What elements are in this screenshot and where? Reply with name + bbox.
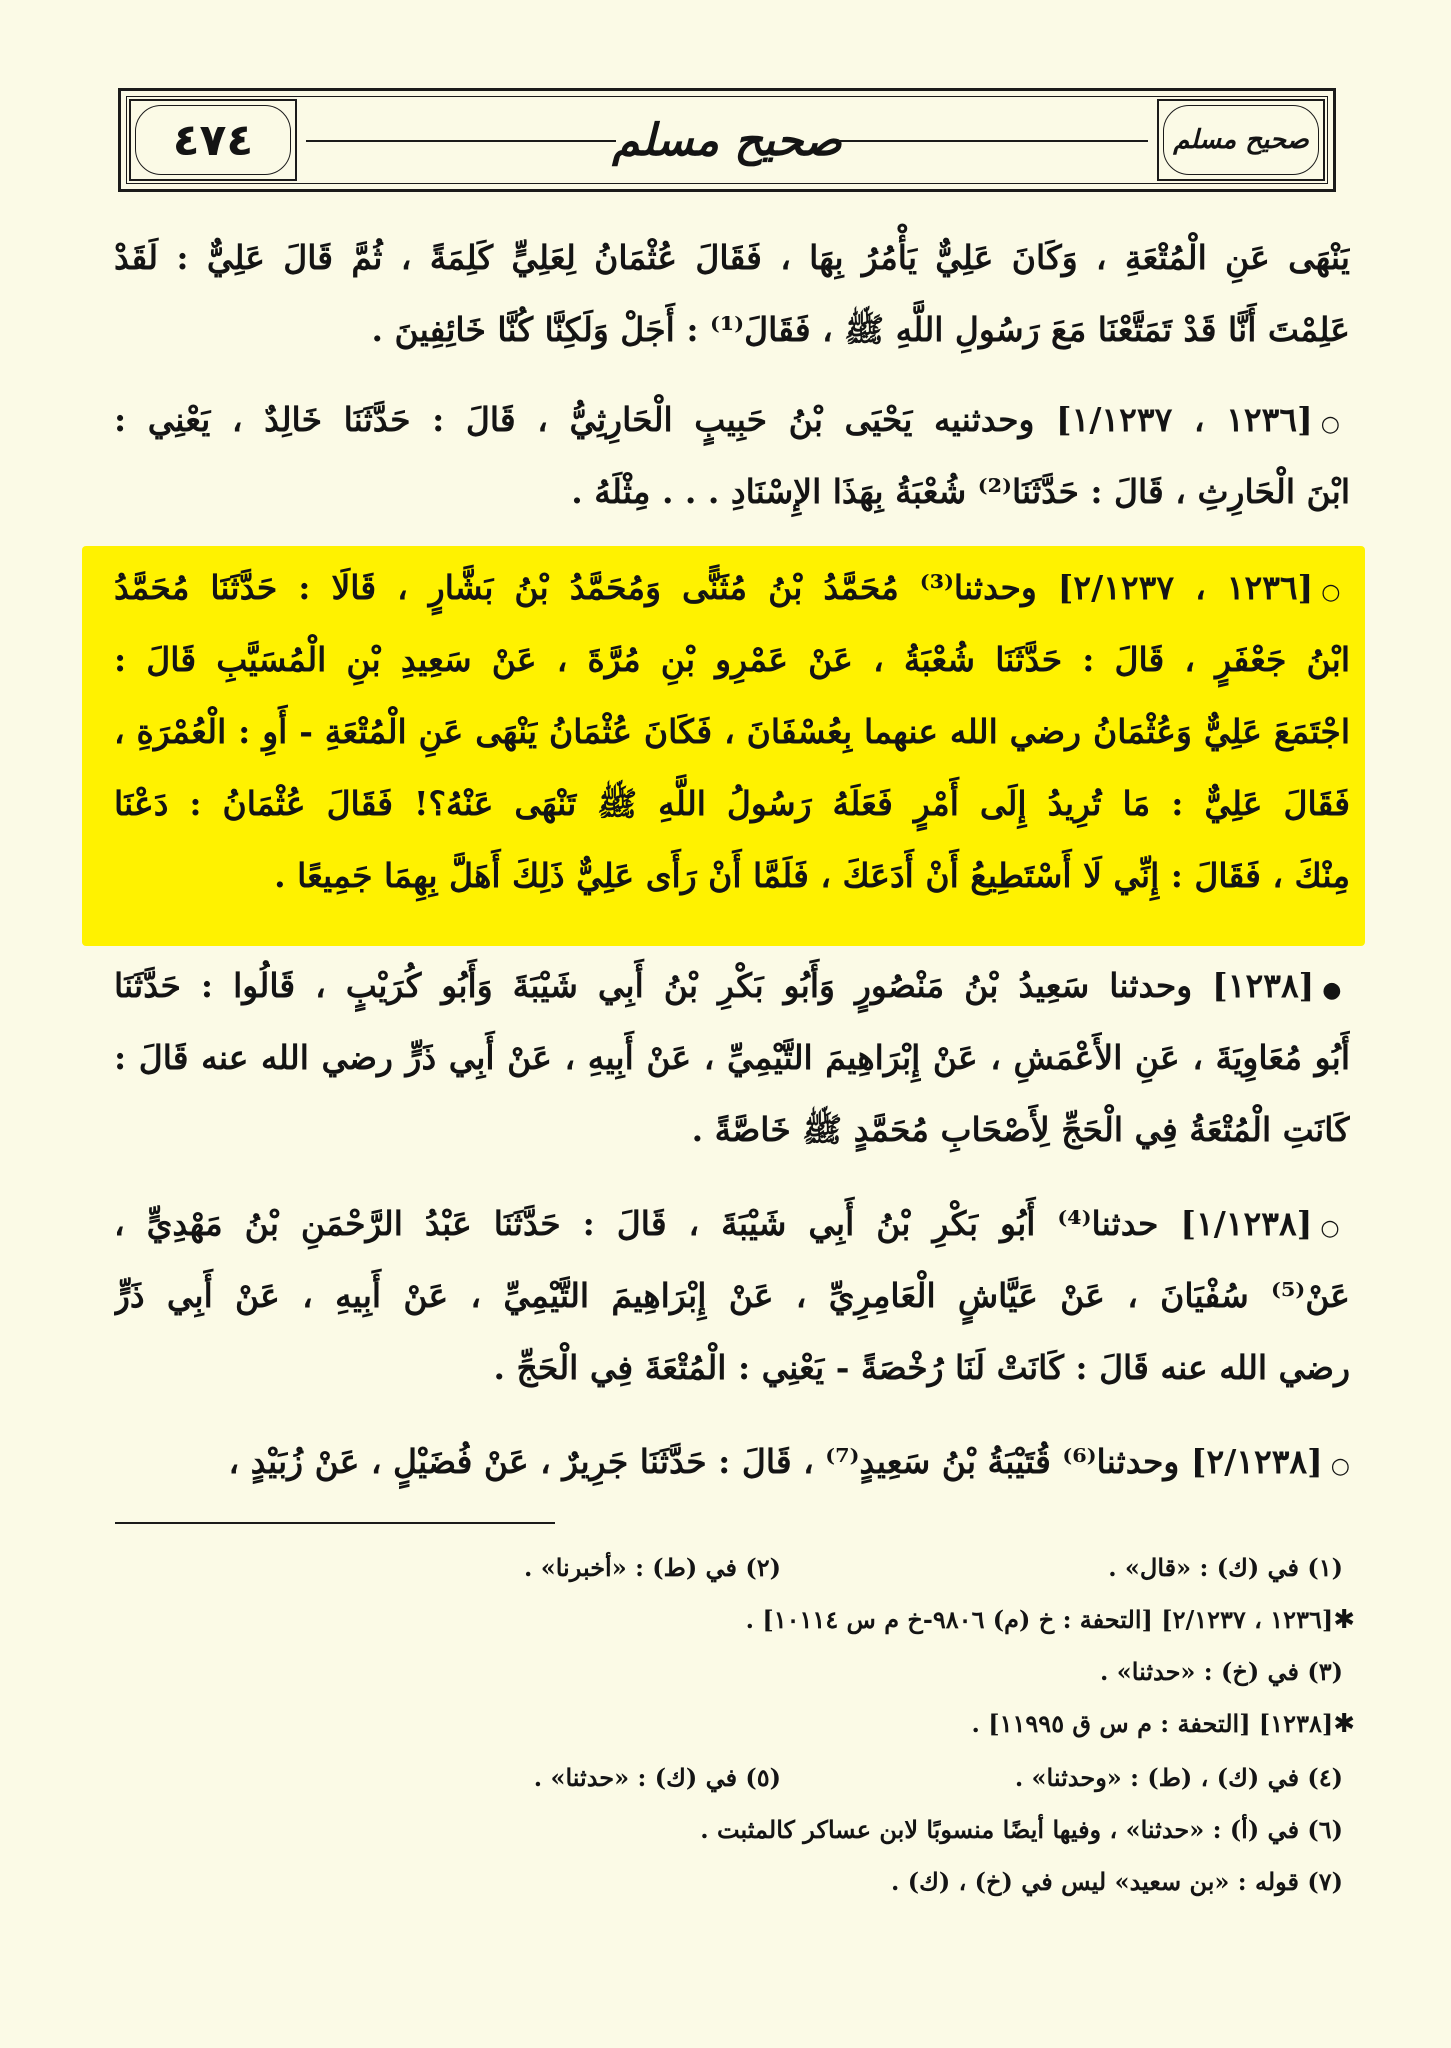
hollow-circle-marker: ○ xyxy=(1320,412,1350,437)
text-line: عَنْ⁽⁵⁾ سُفْيَانَ ، عَنْ عَيَّاشٍ الْعَامِرِيِّ ، عَنْ إِبْرَاهِيمَ التَّيْمِيِّ ، عَنْ أَبِيهِ ، عَنْ أَبِي ذَرٍّ xyxy=(114,1276,1350,1315)
book-title: صحيح مسلم xyxy=(612,115,842,166)
page-number-box xyxy=(129,99,297,181)
asterisk-marker: ✱ xyxy=(1333,1605,1355,1635)
text-line xyxy=(114,950,1350,1022)
footnote-7: (٧) قوله : «بن سعيد» ليس في (خ) ، (ك) . xyxy=(891,1867,1343,1896)
filled-circle-marker: ● xyxy=(1322,978,1350,1003)
text-line-content: [١٢٣٦ ، ١/١٢٣٧] وحدثنيه يَحْيَى بْنُ حَبِيبٍ الْحَارِثِيُّ ، قَالَ : حَدَّثَنَا خَالِدٌ ، يَعْنِي : xyxy=(114,400,1313,439)
footnote-6: (٦) في (أ) : «حدثنا» ، وفيها أيضًا منسوبًا لابن عساكر كالمثبت . xyxy=(700,1815,1343,1844)
text-line-content: [١٢٣٦ ، ٢/١٢٣٧] وحدثنا⁽³⁾ مُحَمَّدُ بْنُ مُثَنًّى وَمُحَمَّدُ بْنُ بَشَّارٍ ، قَالَا : حَدَّثَنَا مُحَمَّدُ xyxy=(114,568,1314,607)
asterisk-marker: ✱ xyxy=(1333,1709,1355,1739)
page-header xyxy=(118,88,1336,192)
takhrij-note-text: [١٢٣٦ ، ٢/١٢٣٧] [التحفة : خ (م) ٩٨٠٦-خ م س ١٠١١٤] . xyxy=(745,1605,1334,1634)
footnote-4: (٤) في (ك) ، (ط) : «وحدثنا» . xyxy=(1014,1763,1343,1792)
hollow-circle-marker: ○ xyxy=(1321,580,1350,605)
takhrij-note-2 xyxy=(972,1704,1355,1744)
text-line xyxy=(114,552,1350,624)
footnote-1: (١) في (ك) : «قال» . xyxy=(1108,1553,1343,1582)
text-line: ابْنُ جَعْفَرٍ ، قَالَ : حَدَّثَنَا شُعْبَةُ ، عَنْ عَمْرِو بْنِ مُرَّةَ ، عَنْ سَعِيدِ بْنِ الْمُسَيَّبِ قَالَ : xyxy=(114,640,1350,679)
paragraph-6 xyxy=(114,1426,1350,1498)
paragraph-2 xyxy=(114,384,1350,528)
paragraph-4 xyxy=(114,950,1350,1166)
hollow-circle-marker: ○ xyxy=(1320,1216,1350,1241)
text-line-content: [١/١٢٣٨] حدثنا⁽⁴⁾ أَبُو بَكْرِ بْنُ أَبِي شَيْبَةَ ، قَالَ : حَدَّثَنَا عَبْدُ الرَّحْمَنِ بْنُ مَهْدِيٍّ ، xyxy=(114,1204,1313,1243)
text-line xyxy=(114,384,1350,456)
footnote-separator xyxy=(115,1522,555,1524)
footnote-2: (٢) في (ط) : «أخبرنا» . xyxy=(524,1553,781,1582)
text-line xyxy=(114,1188,1350,1260)
text-line xyxy=(114,1426,1350,1498)
text-line: عَلِمْتَ أَنَّا قَدْ تَمَتَّعْنَا مَعَ رَسُولِ اللَّهِ ﷺ ، فَقَالَ⁽¹⁾ : أَجَلْ وَلَكِنَّا كُنَّا خَائِفِينَ . xyxy=(371,310,1350,349)
book-logo-box xyxy=(1157,99,1325,181)
footnote-3: (٣) في (خ) : «حدثنا» . xyxy=(1100,1657,1343,1686)
text-line: أَبُو مُعَاوِيَةَ ، عَنِ الأَعْمَشِ ، عَنْ إِبْرَاهِيمَ التَّيْمِيِّ ، عَنْ أَبِيهِ ، عَنْ أَبِي ذَرٍّ رضي الله عنه قَالَ : xyxy=(114,1038,1350,1077)
header-rule-right xyxy=(838,140,1148,142)
paragraph-3-highlighted xyxy=(114,552,1350,912)
header-rule-left xyxy=(306,140,616,142)
takhrij-note-text: [١٢٣٨] [التحفة : م س ق ١١٩٩٥] . xyxy=(971,1709,1334,1738)
page-number: ٤٧٤ xyxy=(172,114,254,166)
text-line-content: [١٢٣٨] وحدثنا سَعِيدُ بْنُ مَنْصُورٍ وَأَبُو بَكْرِ بْنُ أَبِي شَيْبَةَ وَأَبُو كُرَيْبٍ ، قَالُوا : حَدَّثَنَا xyxy=(114,966,1315,1005)
paragraph-1 xyxy=(114,222,1350,366)
text-line: يَنْهَى عَنِ الْمُتْعَةِ ، وَكَانَ عَلِيٌّ يَأْمُرُ بِهَا ، فَقَالَ عُثْمَانُ لِعَلِيٍّ كَلِمَةً ، ثُمَّ قَالَ عَلِيٌّ : لَقَدْ xyxy=(114,238,1350,277)
text-line: رضي الله عنه قَالَ : كَانَتْ لَنَا رُخْصَةً - يَعْنِي : الْمُتْعَةَ فِي الْحَجِّ . xyxy=(493,1348,1350,1387)
takhrij-note-1 xyxy=(746,1600,1355,1640)
text-line: اجْتَمَعَ عَلِيٌّ وَعُثْمَانُ رضي الله عنهما بِعُسْفَانَ ، فَكَانَ عُثْمَانُ يَنْهَى عَنِ الْمُتْعَةِ - أَوِ : الْعُمْرَةِ ، xyxy=(114,712,1350,751)
text-line: مِنْكَ ، فَقَالَ : إِنِّي لَا أَسْتَطِيعُ أَنْ أَدَعَكَ ، فَلَمَّا أَنْ رَأَى عَلِيٌّ ذَلِكَ أَهَلَّ بِهِمَا جَمِيعًا . xyxy=(274,856,1350,895)
book-logo: صحيح مسلم xyxy=(1173,125,1309,155)
hollow-circle-marker: ○ xyxy=(1330,1454,1350,1479)
footnote-5: (٥) في (ك) : «حدثنا» . xyxy=(533,1763,781,1792)
text-line: فَقَالَ عَلِيٌّ : مَا تُرِيدُ إِلَى أَمْرٍ فَعَلَهُ رَسُولُ اللَّهِ ﷺ تَنْهَى عَنْهُ؟! فَقَالَ عُثْمَانُ : دَعْنَا xyxy=(114,784,1350,823)
text-line: كَانَتِ الْمُتْعَةُ فِي الْحَجِّ لِأَصْحَابِ مُحَمَّدٍ ﷺ خَاصَّةً . xyxy=(691,1110,1350,1149)
text-line: ابْنَ الْحَارِثِ ، قَالَ : حَدَّثَنَا⁽²⁾ شُعْبَةُ بِهَذَا الإِسْنَادِ . . . مِثْلَهُ . xyxy=(571,472,1350,511)
text-line-content: [٢/١٢٣٨] وحدثنا⁽⁶⁾ قُتَيْبَةُ بْنُ سَعِيدٍ⁽⁷⁾ ، قَالَ : حَدَّثَنَا جَرِيرٌ ، عَنْ فُضَيْلٍ ، عَنْ زُبَيْدٍ ، xyxy=(228,1442,1323,1481)
paragraph-5 xyxy=(114,1188,1350,1404)
